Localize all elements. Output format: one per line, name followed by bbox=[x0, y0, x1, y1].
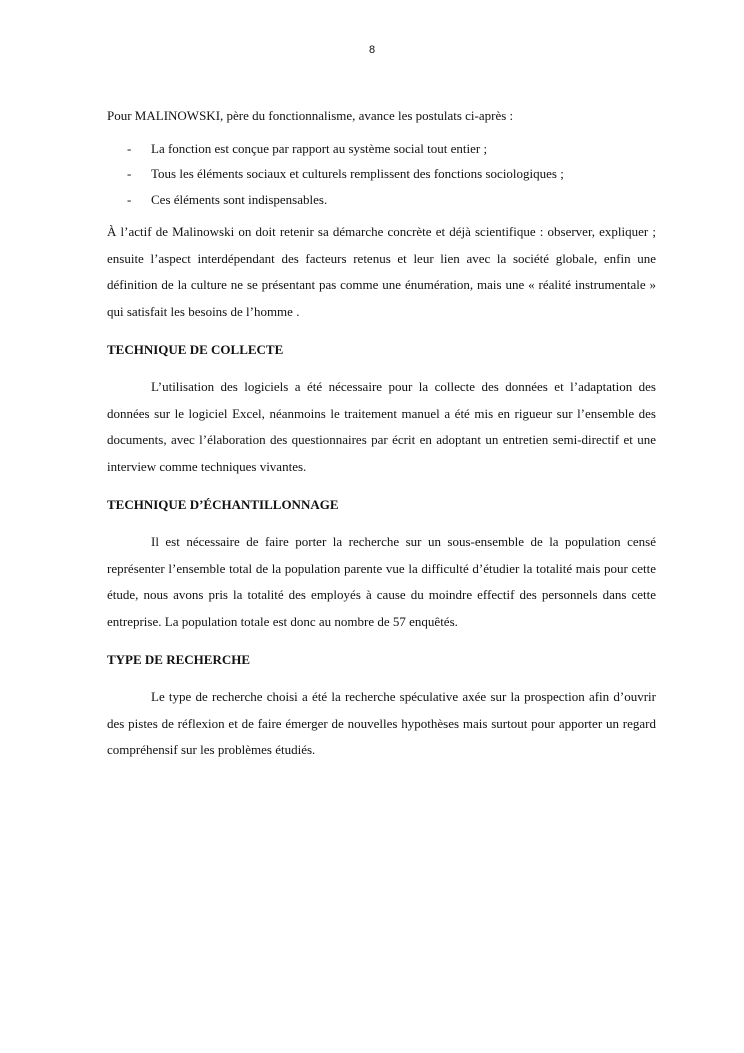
intro-paragraph: Pour MALINOWSKI, père du fonctionnalisme, avance les postulats ci-après : bbox=[107, 108, 514, 123]
section-body-echantillonnage: Il est nécessaire de faire porter la recherche sur un sous-ensemble de la population censé représenter l’ensemble total de la population parente vue la difficulté d’étudier la totalité mais pour cette étude, nous avons pris la totalité des employés à cause du moindre effectif des personnels dans cette entreprise. La population totale est donc au nombre de 57 enquêtés. bbox=[107, 534, 656, 629]
page-number: 8 bbox=[368, 44, 376, 56]
section-body-recherche: Le type de recherche choisi a été la recherche spéculative axée sur la prospection afin d’ouvrir des pistes de réflexion et de faire émerger de nouvelles hypothèses mais surtout pour apporter un regard compréhensif sur les problèmes étudiés. bbox=[107, 689, 656, 757]
list-dash: - bbox=[127, 191, 132, 207]
section-body-collecte: L’utilisation des logiciels a été nécessaire pour la collecte des données et l’adaptation des données sur le logiciel Excel, néanmoins le traitement manuel a été mis en rigueur sur l’ensemble des documents, avec l’élaboration des questionnaires par écrit en adoptant un entretien semi-directif et une interview comme techniques vivantes. bbox=[107, 379, 656, 474]
section-heading-recherche: TYPE DE RECHERCHE bbox=[107, 652, 251, 667]
list-item bbox=[107, 187, 656, 213]
list-item bbox=[107, 136, 656, 162]
postulats-list bbox=[107, 136, 656, 213]
list-dash: - bbox=[127, 166, 132, 181]
list-item-text: La fonction est conçue par rapport au système social tout entier ; bbox=[151, 140, 488, 156]
section-heading-echantillonnage: TECHNIQUE D’ÉCHANTILLONNAGE bbox=[107, 497, 339, 512]
section-heading-collecte: TECHNIQUE DE COLLECTE bbox=[107, 342, 284, 357]
list-dash: - bbox=[127, 140, 132, 156]
list-item-text: Ces éléments sont indispensables. bbox=[151, 191, 328, 207]
malinowski-paragraph: À l’actif de Malinowski on doit retenir sa démarche concrète et déjà scientifique : observer, expliquer ; ensuite l’aspect interdépendant des facteurs retenus et leur lien avec la société globale, enfin une définition de la culture ne se présentant pas comme une énumération, mais une « réalité instrumentale » qui satisfait les besoins de l’homme . bbox=[107, 224, 656, 319]
list-item bbox=[107, 161, 656, 187]
page-content bbox=[107, 103, 656, 780]
list-item-text: Tous les éléments sociaux et culturels remplissent des fonctions sociologiques ; bbox=[151, 166, 564, 181]
